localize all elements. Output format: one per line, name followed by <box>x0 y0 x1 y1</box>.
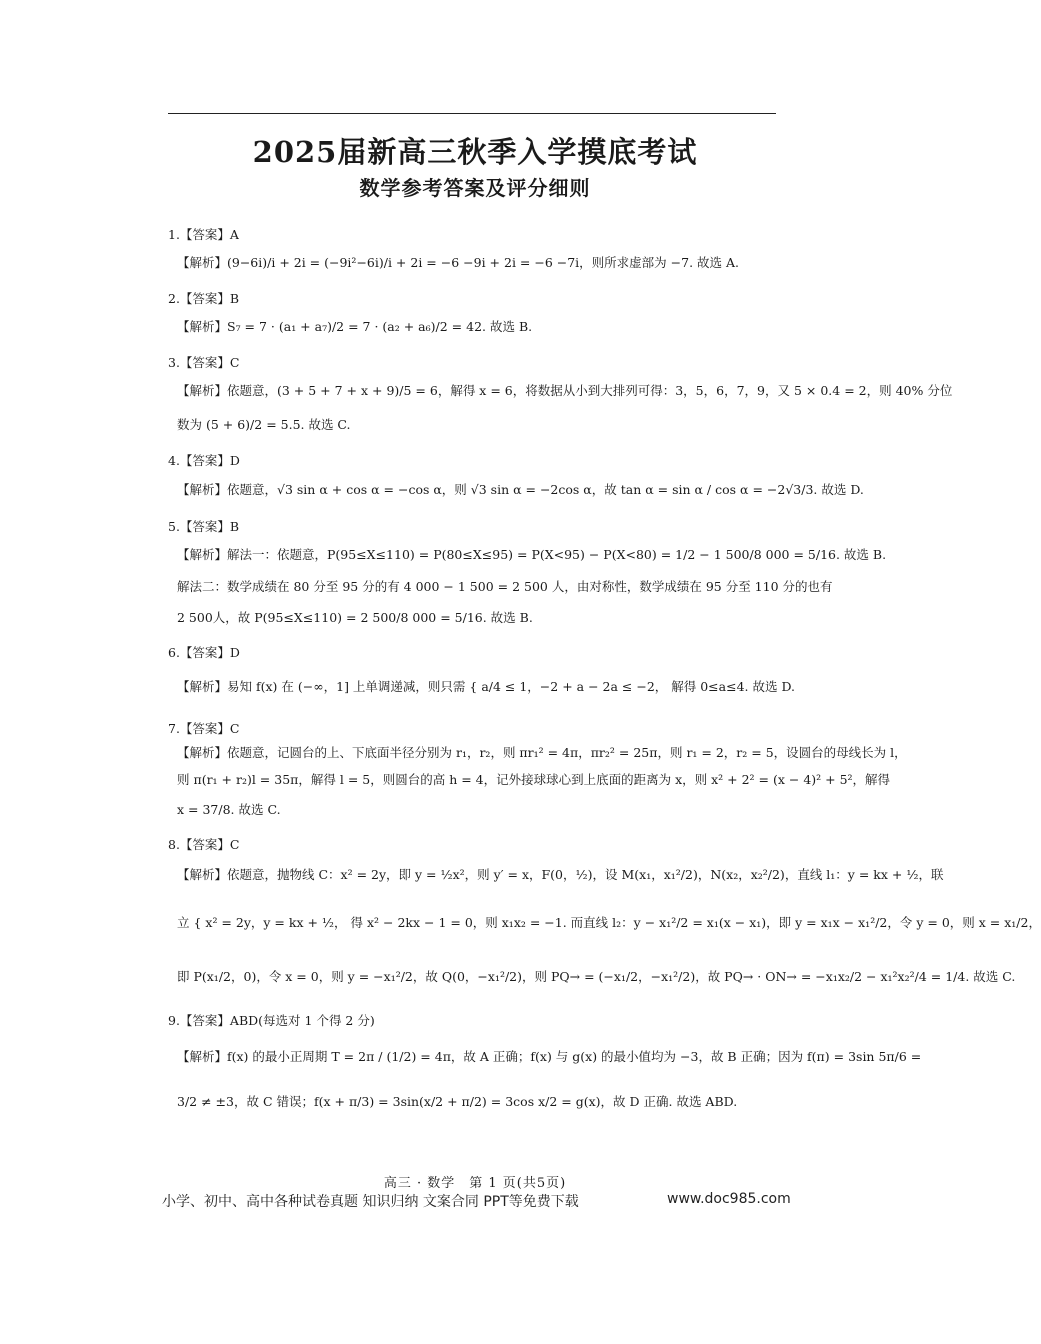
explanation-line: 【解析】依题意，记圆台的上、下底面半径分别为 r₁，r₂，则 πr₁² = 4π，πr₂² = 25π，则 r₁ = 2，r₂ = 5，设圆台的母线长为 l， <box>177 745 907 760</box>
page-subtitle: 数学参考答案及评分细则 <box>359 176 591 200</box>
explanation-line: 【解析】S₇ = 7 · (a₁ + a₇)/2 = 7 · (a₂ + a₆)/2 = 42. 故选 B. <box>177 319 533 334</box>
answer-item-3 <box>168 352 953 442</box>
answer-item-1 <box>168 224 780 280</box>
explanation-line: 【解析】易知 f(x) 在 (−∞，1] 上单调递减，则只需 { a/4 ≤ 1，−2 + a − 2a ≤ −2， 解得 0≤a≤4. 故选 D. <box>177 679 796 694</box>
answer-item-4 <box>168 450 864 508</box>
answer-key: 1.【答案】A <box>168 227 239 242</box>
answer-key: 6.【答案】D <box>168 645 240 660</box>
explanation-line: 【解析】(9−6i)/i + 2i = (−9i²−6i)/i + 2i = −6 −9i + 2i = −6 −7i，则所求虚部为 −7. 故选 A. <box>177 255 740 270</box>
explanation-line: x = 37/8. 故选 C. <box>177 802 281 817</box>
watermark-banner <box>162 1191 802 1211</box>
explanation-line: 2 500人，故 P(95≤X≤110) = 2 500/8 000 = 5/16. 故选 B. <box>177 610 533 625</box>
explanation-line: 【解析】f(x) 的最小正周期 T = 2π / (1/2) = 4π，故 A 正确；f(x) 与 g(x) 的最小值均为 −3，故 B 正确；因为 f(π) = 3sin 5π/6 = <box>177 1049 922 1064</box>
answer-key: 8.【答案】C <box>168 837 240 852</box>
explanation-line: 即 P(x₁/2，0)，令 x = 0，则 y = −x₁²/2，故 Q(0，−x₁²/2)，则 PQ→ = (−x₁/2，−x₁²/2)，故 PQ→ · ON→ = −x₁x₂/2 − x₁²x₂²/4 = 1/4. 故选 C. <box>177 969 1016 984</box>
answer-item-9 <box>168 1010 922 1122</box>
answer-key: 3.【答案】C <box>168 355 240 370</box>
watermark-url: www.doc985.com <box>667 1191 791 1207</box>
explanation-line: 【解析】依题意，√3 sin α + cos α = −cos α，则 √3 sin α = −2cos α，故 tan α = sin α / cos α = −2√3/3. 故选 D. <box>177 482 864 497</box>
answer-item-7 <box>168 718 907 826</box>
answer-item-5 <box>168 516 887 634</box>
watermark-text: 小学、初中、高中各种试卷真题 知识归纳 文案合同 PPT等免费下载 <box>162 1194 579 1210</box>
answer-key: 9.【答案】ABD(每选对 1 个得 2 分) <box>168 1013 375 1028</box>
answer-item-6 <box>168 642 796 710</box>
explanation-line: 【解析】依题意，抛物线 C：x² = 2y，即 y = ½x²，则 y′ = x，F(0，½)，设 M(x₁，x₁²/2)，N(x₂，x₂²/2)，直线 l₁：y = kx + ½，联 <box>177 867 944 882</box>
answer-key: 7.【答案】C <box>168 721 240 736</box>
explanation-line: 则 π(r₁ + r₂)l = 35π，解得 l = 5，则圆台的高 h = 4，记外接球球心到上底面的距离为 x，则 x² + 2² = (x − 4)² + 5²，解得 <box>177 772 891 787</box>
answer-item-8 <box>168 834 1041 1002</box>
answer-list <box>168 224 1041 1122</box>
answer-item-2 <box>168 288 780 344</box>
explanation-line: 数为 (5 + 6)/2 = 5.5. 故选 C. <box>177 417 351 432</box>
explanation-line: 3/2 ≠ ±3，故 C 错误；f(x + π/3) = 3sin(x/2 + π/2) = 3cos x/2 = g(x)，故 D 正确. 故选 ABD. <box>177 1094 738 1109</box>
explanation-line: 【解析】依题意，(3 + 5 + 7 + x + 9)/5 = 6，解得 x = 6，将数据从小到大排列可得：3，5，6，7，9，又 5 × 0.4 = 2，则 40% 分位 <box>177 383 953 398</box>
page-footer: 高三 · 数学 第 1 页(共5页) <box>383 1176 567 1191</box>
explanation-line: 解法二：数学成绩在 80 分至 95 分的有 4 000 − 1 500 = 2 500 人，由对称性，数学成绩在 95 分至 110 分的也有 <box>177 579 833 594</box>
answer-key: 5.【答案】B <box>168 519 240 534</box>
explanation-line: 立 { x² = 2y，y = kx + ½， 得 x² − 2kx − 1 = 0，则 x₁x₂ = −1. 而直线 l₂：y − x₁²/2 = x₁(x − x₁)，即 y = x₁x − x₁²/2，令 y = 0，则 x = x₁/2， <box>177 915 1041 930</box>
answer-key: 2.【答案】B <box>168 291 240 306</box>
answer-key: 4.【答案】D <box>168 453 240 468</box>
page-title: 2025届新高三秋季入学摸底考试 <box>252 135 698 169</box>
top-rule <box>168 113 776 114</box>
explanation-line: 【解析】解法一：依题意，P(95≤X≤110) = P(80≤X≤95) = P(X<95) − P(X<80) = 1/2 − 1 500/8 000 = 5/16. 故选 B. <box>177 547 887 562</box>
